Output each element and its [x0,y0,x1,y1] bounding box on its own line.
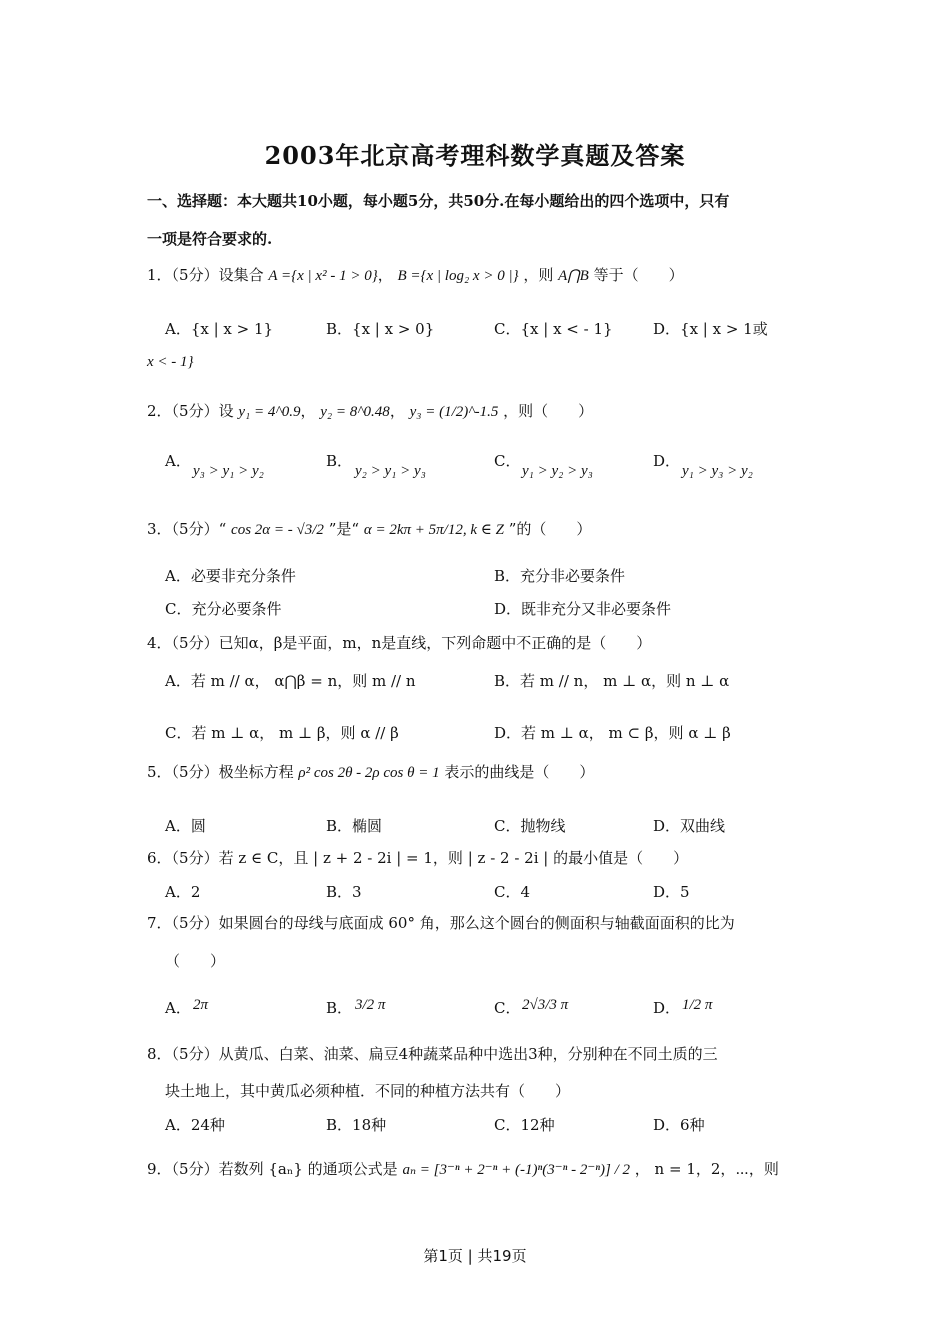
page-title: 2003年北京高考理科数学真题及答案 [264,141,686,170]
q7-option-a: 2π [193,997,209,1013]
q5-option-d: D．双曲线 [653,817,726,835]
q2-label-b: B． [326,452,353,470]
intersection: A⋂B [558,268,589,284]
question-2: 2．（5分）设 y₁ = 4^0.9， y₂ = 8^0.48， y₃ = (1/2)^-1.5 ，则（ ） [147,402,594,420]
set-b: B ={x | log₂ x > 0 |} [397,268,519,284]
q2-label-d: D． [653,452,681,470]
q7-label-b: B． [326,999,353,1017]
q2-option-a: y₃ > y₁ > y₂ [193,463,264,479]
q4-option-c: C．若 m ⊥ α， m ⊥ β，则 α // β [165,724,399,742]
question-1: 1．（5分）设集合 A ={x | x² - 1 > 0}， B ={x | log₂ x > 0 |} ，则 A⋂B 等于（ ） [147,266,684,284]
q1-option-d: D．{x | x > 1或 [653,320,768,338]
q8-option-a: A．24种 [165,1116,225,1134]
question-9-number: 9．（5分）若数列 {aₙ} 的通项公式是 [147,1160,398,1178]
question-6: 6．（5分）若 z ∈ C，且 | z + 2 - 2i | = 1，则 | z - 2 - 2i | 的最小值是（ ） [147,849,689,867]
y1-def: y₁ = 4^0.9 [238,404,301,420]
q6-option-d: D．5 [653,883,690,901]
question-7: 7．（5分）如果圆台的母线与底面成 60° 角，那么这个圆台的侧面积与轴截面面积的比为 [147,914,735,932]
section-heading-line1: 一、选择题：本大题共10小题，每小题5分，共50分.在每小题给出的四个选项中，只有 [147,192,730,210]
q1-option-a: A．{x | x > 1} [165,320,274,338]
question-8-line2: 块土地上，其中黄瓜必须种植．不同的种植方法共有（ ） [165,1082,571,1100]
q8-option-d: D．6种 [653,1116,705,1134]
q3-option-a: A．必要非充分条件 [165,567,296,585]
q7-label-c: C． [494,999,521,1017]
y2-def: y₂ = 8^0.48 [320,404,390,420]
q6-option-a: A．2 [165,883,201,901]
q2-option-c: y₁ > y₂ > y₃ [522,463,593,479]
q3-option-b: B．充分非必要条件 [494,567,626,585]
q5-option-b: B．椭圆 [326,817,383,835]
q8-option-c: C．12种 [494,1116,555,1134]
question-3 [147,518,591,539]
q6-option-b: B．3 [326,883,362,901]
q5-option-a: A．圆 [165,817,206,835]
y3-def: y₃ = (1/2)^-1.5 [409,404,499,420]
q7-label-a: A． [165,999,191,1017]
q2-label-c: C． [494,452,521,470]
q3-option-d: D．既非充分又非必要条件 [494,600,672,618]
sequence-formula: aₙ = [3⁻ⁿ + 2⁻ⁿ + (-1)ⁿ(3⁻ⁿ - 2⁻ⁿ)] / 2 [402,1162,630,1178]
q2-label-a: A． [165,452,191,470]
question-5-tail: 表示的曲线是（ ） [444,763,595,781]
q4-option-b: B．若 m // n， m ⊥ α，则 n ⊥ α [494,672,730,690]
q1-option-d-cont: x < - 1} [147,354,194,370]
question-7-paren: （ ） [165,952,226,970]
q1-option-b: B．{x | x > 0} [326,320,435,338]
set-a: A ={x | x² - 1 > 0} [268,268,378,284]
question-3-number: 3．（5分）“ [147,520,227,538]
question-1-tail2: 等于（ ） [593,266,684,284]
q8-option-b: B．18种 [326,1116,387,1134]
q5-option-c: C．抛物线 [494,817,566,835]
q7-option-d: 1/2 π [682,997,713,1013]
q7-option-c: 2√3/3 π [522,997,569,1013]
question-4: 4．（5分）已知α，β是平面，m，n是直线，下列命题中不正确的是（ ） [147,634,652,652]
q4-option-a: A．若 m // α， α⋂β = n，则 m // n [165,672,416,690]
question-2-tail: ，则（ ） [503,402,594,420]
question-9 [147,1158,779,1179]
q6-option-c: C．4 [494,883,531,901]
question-3-mid: ”是“ [328,520,360,538]
question-1-number: 1．（5分）设集合 [147,266,264,284]
q7-label-d: D． [653,999,681,1017]
cond-cos: cos 2α = - √3/2 [231,522,324,538]
q4-option-d: D．若 m ⊥ α， m ⊂ β，则 α ⊥ β [494,724,731,742]
question-5 [147,761,594,782]
question-1-tail1: ，则 [523,266,554,284]
q1-option-c: C．{x | x < - 1} [494,320,613,338]
question-3-tail: ”的（ ） [508,520,592,538]
question-5-number: 5．（5分）极坐标方程 [147,763,294,781]
polar-equation: ρ² cos 2θ - 2ρ cos θ = 1 [298,765,440,781]
page-footer: 第1页 | 共19页 [423,1247,527,1265]
q7-option-b: 3/2 π [355,997,386,1013]
question-9-tail: ， n = 1，2，⋯，则 [634,1160,779,1178]
question-2-number: 2．（5分）设 [147,402,234,420]
section-heading-line2: 一项是符合要求的. [147,230,273,248]
q2-option-b: y₂ > y₁ > y₃ [355,463,426,479]
q3-option-c: C．充分必要条件 [165,600,282,618]
cond-alpha: α = 2kπ + 5π/12, k ∈ Z [363,522,504,538]
question-8: 8．（5分）从黄瓜、白菜、油菜、扁豆4种蔬菜品种中选出3种，分别种在不同土质的三 [147,1045,718,1063]
q2-option-d: y₁ > y₃ > y₂ [682,463,753,479]
